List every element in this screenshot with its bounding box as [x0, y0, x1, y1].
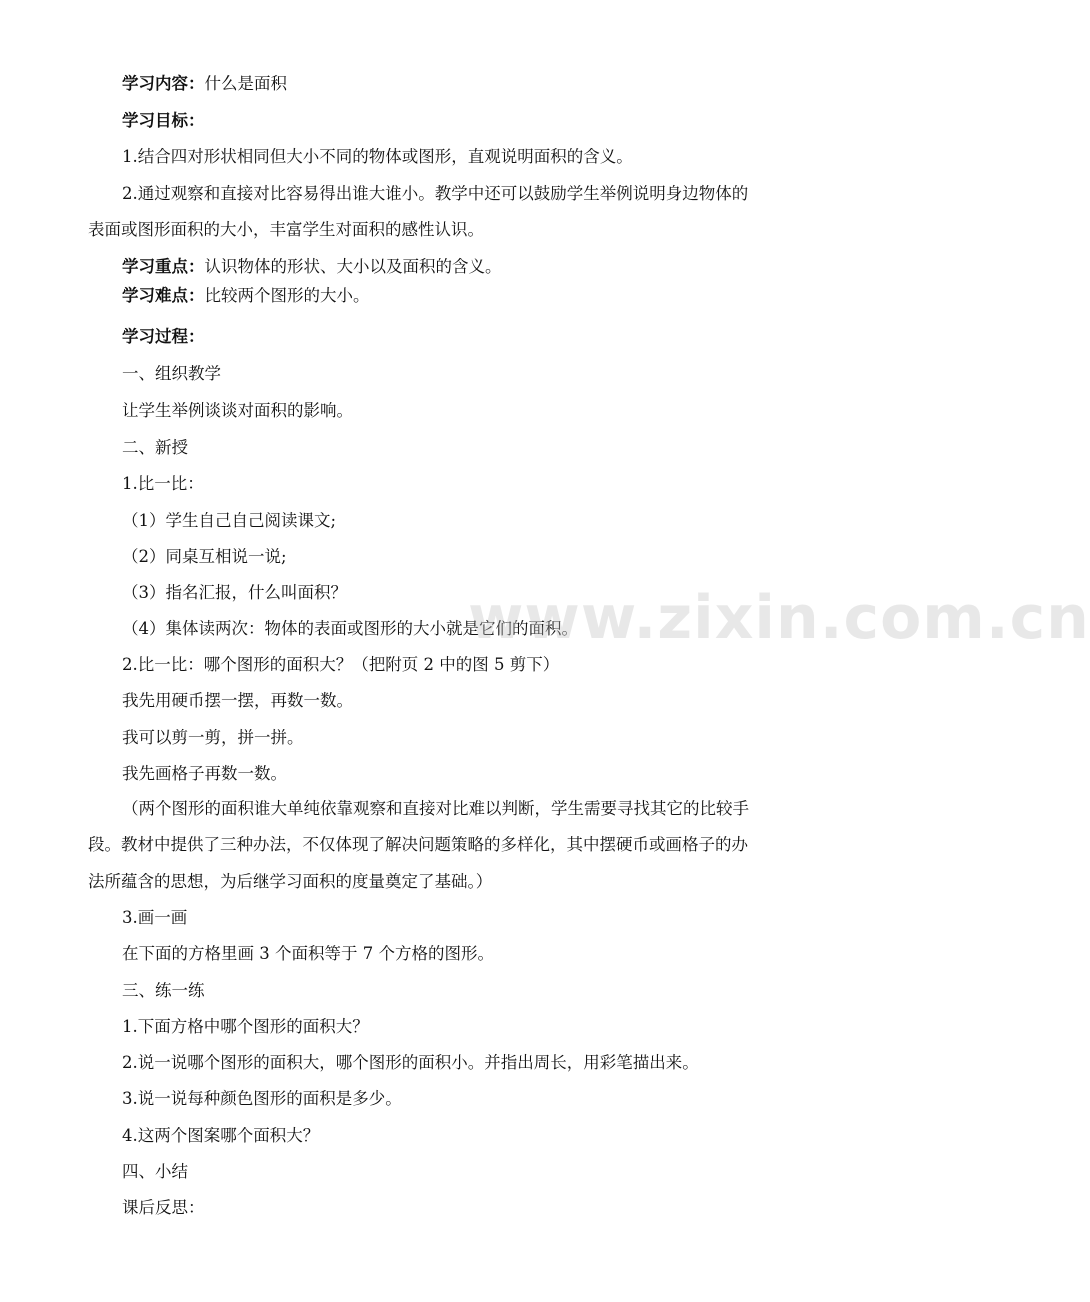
key-point-value: 认识物体的形状、大小以及面积的含义。	[204, 257, 502, 276]
section-2-note-line-2: 段。教材中提供了三种办法，不仅体现了解决问题策略的多样化，其中摆硬币或画格子的办	[88, 835, 748, 854]
goal-item-1: 1.结合四对形状相同但大小不同的物体或图形，直观说明面积的含义。	[122, 147, 633, 166]
key-point-label: 学习重点：	[122, 257, 205, 276]
section-3-item-2: 2.说一说哪个图形的面积大，哪个图形的面积小。并指出周长，用彩笔描出来。	[122, 1053, 699, 1072]
section-2-part-3: 3.画一画	[122, 908, 188, 927]
section-2-part-3-text: 在下面的方格里画 3 个面积等于 7 个方格的图形。	[122, 944, 494, 963]
section-2-note-line-1: （两个图形的面积谁大单纯依靠观察和直接对比难以判断，学生需要寻找其它的比较手	[122, 799, 749, 818]
section-2-title: 二、新授	[122, 438, 188, 457]
difficulty-value: 比较两个图形的大小。	[204, 286, 370, 305]
reflection-label: 课后反思：	[122, 1198, 205, 1217]
section-2-part-1: 1.比一比：	[122, 474, 204, 493]
content-value: 什么是面积	[204, 74, 287, 93]
content-line	[122, 73, 287, 95]
section-3-title: 三、练一练	[122, 981, 205, 1000]
difficulty-label: 学习难点：	[122, 286, 205, 305]
section-2-part-2: 2.比一比：哪个图形的面积大？（把附页 2 中的图 5 剪下）	[122, 655, 560, 674]
section-1-title: 一、组织教学	[122, 364, 221, 383]
section-4-title: 四、小结	[122, 1162, 188, 1181]
key-point-line	[122, 256, 502, 278]
section-3-item-4: 4.这两个图案哪个面积大？	[122, 1126, 320, 1145]
watermark: www.zixin.com.cn	[468, 583, 1090, 653]
difficulty-line	[122, 285, 370, 307]
section-3-item-1: 1.下面方格中哪个图形的面积大？	[122, 1017, 369, 1036]
section-2-note-line-3: 法所蕴含的思想，为后继学习面积的度量奠定了基础。）	[88, 872, 493, 891]
content-label: 学习内容：	[122, 74, 205, 93]
section-1-text: 让学生举例谈谈对面积的影响。	[122, 401, 353, 420]
section-2-part-1-item-1: （1）学生自己自己阅读课文;	[122, 511, 337, 530]
section-3-item-3: 3.说一说每种颜色图形的面积是多少。	[122, 1089, 402, 1108]
section-2-part-2-line-3: 我先画格子再数一数。	[122, 764, 287, 783]
section-2-part-1-item-4: （4）集体读两次：物体的表面或图形的大小就是它们的面积。	[122, 619, 578, 638]
section-2-part-1-item-3: （3）指名汇报，什么叫面积？	[122, 583, 347, 602]
section-2-part-2-line-1: 我先用硬币摆一摆，再数一数。	[122, 691, 353, 710]
goal-item-2-line-2: 表面或图形面积的大小，丰富学生对面积的感性认识。	[88, 220, 484, 239]
goal-item-2-line-1: 2.通过观察和直接对比容易得出谁大谁小。教学中还可以鼓励学生举例说明身边物体的	[122, 184, 749, 203]
section-2-part-1-item-2: （2）同桌互相说一说;	[122, 547, 287, 566]
goals-label: 学习目标：	[122, 111, 205, 130]
process-label: 学习过程：	[122, 327, 205, 346]
section-2-part-2-line-2: 我可以剪一剪，拼一拼。	[122, 728, 304, 747]
